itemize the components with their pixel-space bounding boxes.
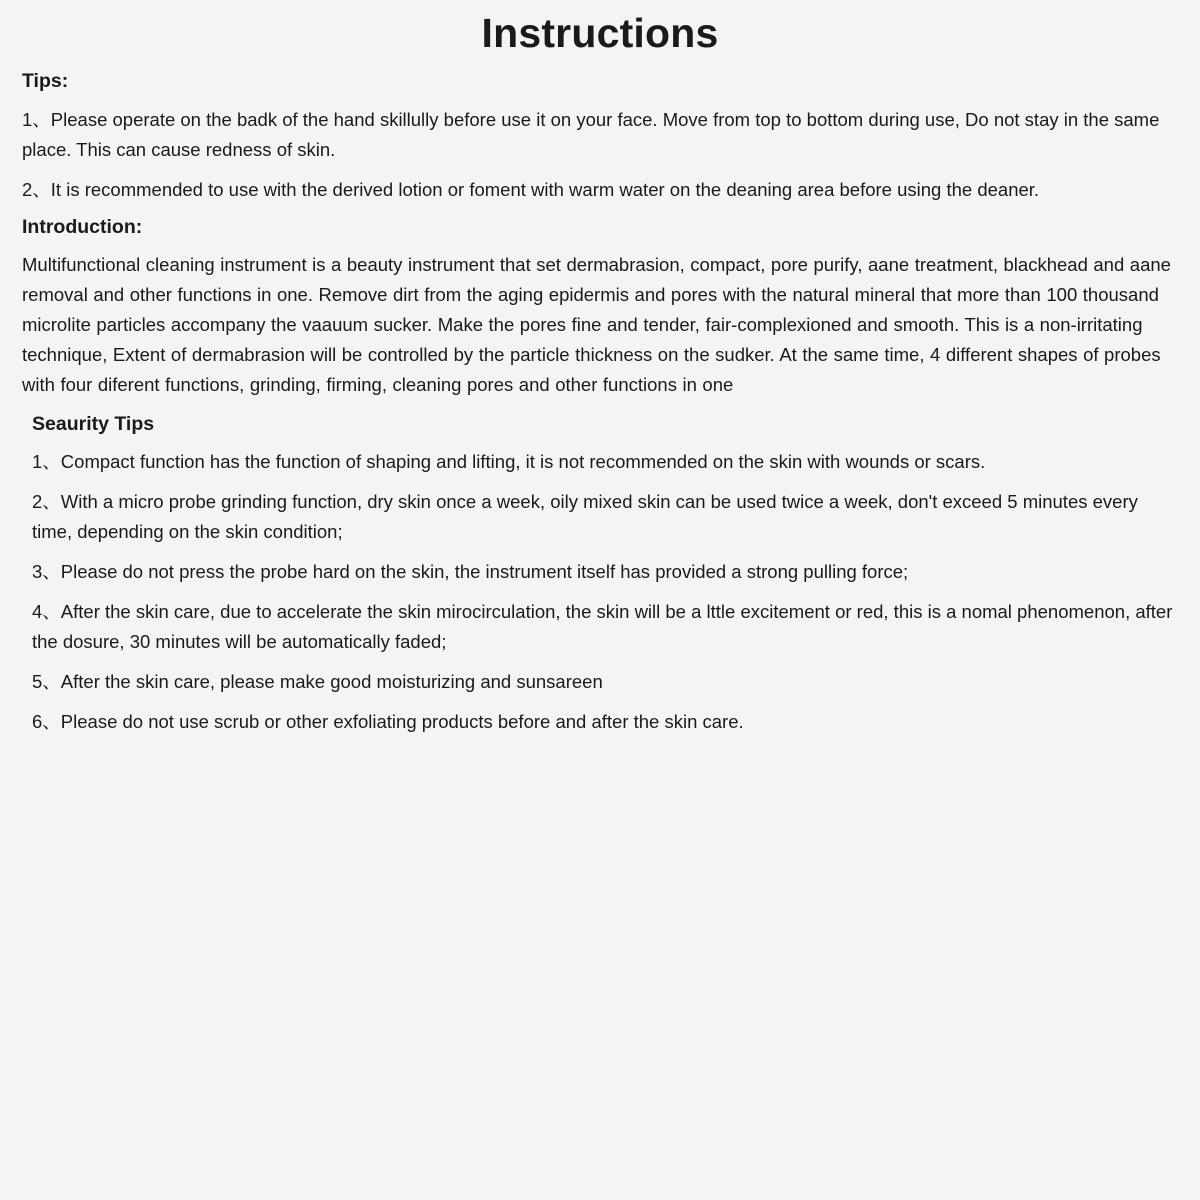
list-marker: 5、 xyxy=(32,670,61,692)
tips-section xyxy=(22,69,1178,204)
list-marker: 6、 xyxy=(32,710,61,732)
introduction-section xyxy=(22,215,1178,400)
list-marker: 2、 xyxy=(22,178,51,200)
list-item xyxy=(32,447,1178,477)
list-item xyxy=(32,557,1178,587)
list-item xyxy=(32,667,1178,697)
list-marker: 2、 xyxy=(32,491,61,513)
list-text: It is recommended to use with the derived lotion or foment with warm water on the deaning area before using the deaner. xyxy=(50,178,1040,200)
list-item xyxy=(22,175,1178,205)
list-marker: 4、 xyxy=(32,601,61,622)
security-tips-section xyxy=(22,412,1178,737)
list-text: After the skin care, please make good moisturizing and sunsareen xyxy=(60,670,603,692)
page-title: Instructions xyxy=(481,10,719,56)
list-item xyxy=(32,487,1178,547)
security-tips-heading: Seaurity Tips xyxy=(32,412,155,435)
list-marker: 3、 xyxy=(32,561,61,583)
list-marker: 1、 xyxy=(22,108,51,130)
introduction-paragraph: Multifunctional cleaning instrument is a beauty instrument that set dermabrasion, compact, pore purify, aane treatment, blackhead and aane removal and other functions in one. Remove dirt from the aging epidermis and pores with the natural mineral that more than 100 thousand microlite particles accompany the vaauum sucker. Make the pores fine and tender, fair-complexioned and smooth. This is a non-irritating technique, Extent of dermabrasion will be controlled by the particle thickness on the sudker. At the same time, 4 different shapes of probes with four diferent functions, grinding, firming, cleaning pores and other functions in one xyxy=(22,253,1171,395)
tips-list xyxy=(22,105,1178,205)
list-text: After the skin care, due to accelerate the skin mirocirculation, the skin will be a lttle excitement or red, this is a nomal phenomenon, after the dosure, 30 minutes will be automatically faded; xyxy=(32,601,1173,652)
list-text: Please do not press the probe hard on the skin, the instrument itself has provided a strong pulling force; xyxy=(60,561,909,583)
security-tips-list xyxy=(22,447,1178,737)
introduction-heading: Introduction: xyxy=(22,215,143,238)
list-text: Compact function has the function of shaping and lifting, it is not recommended on the skin with wounds or scars. xyxy=(60,451,986,473)
list-text: With a micro probe grinding function, dry skin once a week, oily mixed skin can be used twice a week, don't exceed 5 minutes every time, depending on the skin condition; xyxy=(32,491,1138,543)
list-text: Please operate on the badk of the hand skillully before use it on your face. Move from top to bottom during use, Do not stay in the same place. This can cause redness of skin. xyxy=(22,108,1160,160)
tips-heading: Tips: xyxy=(22,70,69,93)
list-item xyxy=(32,597,1178,657)
list-marker: 1、 xyxy=(32,451,61,473)
list-item xyxy=(32,707,1178,737)
list-text: Please do not use scrub or other exfoliating products before and after the skin care. xyxy=(60,710,744,732)
list-item xyxy=(22,105,1178,165)
